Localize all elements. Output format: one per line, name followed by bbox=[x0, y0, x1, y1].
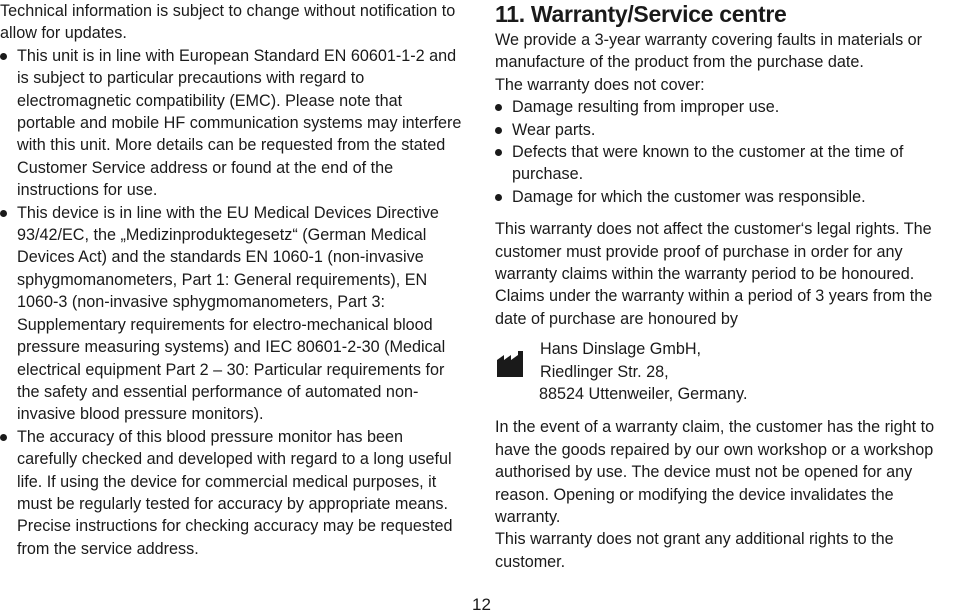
section-title: 11. Warranty/Service centre bbox=[495, 1, 787, 27]
bullet-icon bbox=[0, 210, 7, 217]
page-gutter bbox=[477, 0, 478, 615]
warranty-claim-text: In the event of a warranty claim, the customer has the right to have the goods repaired by our own workshop or a workshop authorised by use. The device must not be opened for any reason. Opening or modifying the device invalidates the warranty. bbox=[495, 418, 935, 526]
compliance-bullet-list bbox=[0, 45, 462, 560]
manufacturer-name: Hans Dinslage GmbH, bbox=[540, 340, 702, 359]
list-item bbox=[0, 426, 462, 560]
legal-rights-text: This warranty does not affect the customer‘s legal rights. The customer must provide proof of purchase in order for any warranty claims within the warranty period to be honoured. Claims under the warranty within a period of 3 years from the date of purchase are honoured by bbox=[495, 220, 933, 328]
manufacturer-city: 88524 Uttenweiler, Germany. bbox=[539, 385, 748, 404]
bullet-icon bbox=[495, 127, 502, 134]
left-column bbox=[0, 0, 462, 560]
spacer bbox=[495, 208, 957, 218]
emc-compliance-text: This unit is in line with European Standard EN 60601-1-2 and is subject to particular precautions with regard to electromagnetic compatibility (EMC). Please note that portable and mobile HF communication systems may interfere with this unit. More details can be requested from the stated Customer Service address or found at the end of the instructions for use. bbox=[17, 46, 462, 200]
spacer bbox=[495, 406, 957, 416]
manufacturer-street: Riedlinger Str. 28, bbox=[540, 362, 669, 381]
exclusion-text: Wear parts. bbox=[512, 120, 596, 139]
bullet-icon bbox=[495, 104, 502, 111]
update-notice-text: Technical information is subject to change without notification to allow for updates. bbox=[0, 2, 456, 43]
bullet-icon bbox=[495, 149, 502, 156]
manufacturer-block bbox=[495, 338, 957, 406]
medical-directive-text: This device is in line with the EU Medical Devices Directive 93/42/EC, the „Medizinproduktegesetz“ (German Medical Devices Act) and the standards EN 1060-1 (non-invasive sphygmomanometers, Part 1: General requirements), EN 1060-3 (non-invasive sphygmomanometers, Part 3: Supplementary requirements for electro-mechanical blood pressure measuring systems) and IEC 80601-2-30 (Medical electrical equipment Part 2 – 30: Particular requirements for the safety and essential performance of automated non-invasive blood pressure monitors). bbox=[17, 203, 446, 424]
manufacturer-address bbox=[540, 338, 747, 405]
list-item bbox=[495, 96, 957, 118]
manufacturer-symbol-icon bbox=[497, 351, 523, 377]
list-item bbox=[495, 141, 957, 186]
accuracy-text: The accuracy of this blood pressure monitor has been carefully checked and developed with regard to a long useful life. If using the device for commercial medical purposes, it must be regularly tested for accuracy by appropriate means. Precise instructions for checking accuracy may be requested from the service address. bbox=[17, 427, 453, 558]
right-column bbox=[495, 0, 957, 573]
exclusions-bullet-list bbox=[495, 96, 957, 208]
page-number: 12 bbox=[472, 595, 491, 614]
list-item bbox=[495, 186, 957, 208]
list-item bbox=[495, 119, 957, 141]
exclusion-text: Damage for which the customer was responsible. bbox=[512, 187, 866, 206]
bullet-icon bbox=[0, 53, 7, 60]
bullet-icon bbox=[495, 194, 502, 201]
additional-rights-text: This warranty does not grant any additional rights to the customer. bbox=[495, 530, 894, 571]
warranty-intro-text: We provide a 3-year warranty covering faults in materials or manufacture of the product from the purchase date. bbox=[495, 31, 923, 72]
list-item bbox=[0, 45, 462, 202]
list-item bbox=[0, 202, 462, 426]
exclusion-text: Damage resulting from improper use. bbox=[512, 98, 780, 117]
bullet-icon bbox=[0, 434, 7, 441]
warranty-exclusions-heading: The warranty does not cover: bbox=[495, 75, 705, 94]
exclusion-text: Defects that were known to the customer at the time of purchase. bbox=[512, 143, 904, 184]
